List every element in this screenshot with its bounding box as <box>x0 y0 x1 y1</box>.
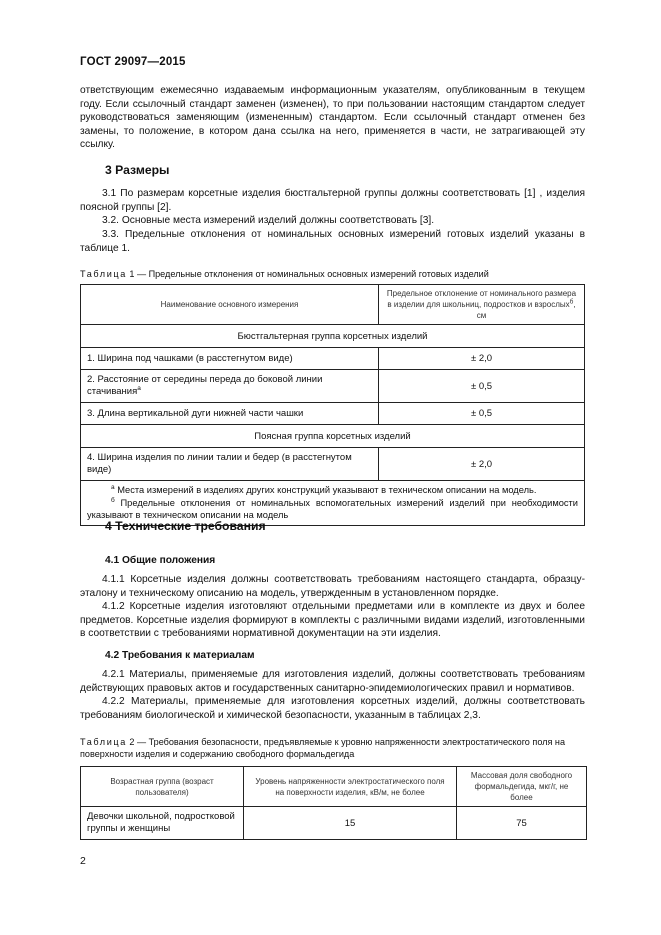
table-2-row1-group: Девочки школьной, подростковой группы и женщины <box>81 807 244 840</box>
table-row <box>81 807 587 840</box>
table-2-col3-header: Массовая доля свободного формальдегида, мкг/г, не более <box>457 767 587 807</box>
document-header: ГОСТ 29097—2015 <box>80 56 186 68</box>
table-1-row4-name: 4. Ширина изделия по линии талии и бедер (в расстегнутом виде) <box>81 448 379 481</box>
paragraph-4-1-1: 4.1.1 Корсетные изделия должны соответствовать требованиям настоящего стандарта, образцу-эталону и техническому описанию на модель, утвержденным в установленном порядке. <box>80 574 585 599</box>
table-1-row2-name: 2. Расстояние от середины переда до боковой линии стачивания$^а$ <box>81 370 379 403</box>
table-2-caption-text: 2 — Требования безопасности, предъявляемые к уровню напряженности электростатического поля на поверхности изделия и содержанию свободного формальдегида <box>80 737 566 759</box>
table-2-header-row <box>81 767 587 807</box>
paragraph-4-1-2: 4.1.2 Корсетные изделия изготовляют отдельными предметами или в комплекте из двух и более предметов. Корсетные изделия формируют в комплекты с различными видами изделий, изготовленными в соответствии с требованиями нормативной документации на эти изделия. <box>80 601 585 640</box>
table-1-row1-name: 1. Ширина под чашками (в расстегнутом виде) <box>81 348 379 370</box>
table-1-col2-header: Предельное отклонение от номинального размера в изделии для школьниц, подростков и взрослых$^б$, см <box>379 285 585 325</box>
table-row <box>81 403 585 425</box>
table-2-col1-header: Возрастная группа (возраст пользователя) <box>81 767 244 807</box>
table-1-row4-value: ± 2,0 <box>379 448 585 481</box>
table-1-group-row <box>81 325 585 348</box>
table-row <box>81 370 585 403</box>
table-1-group-row <box>81 425 585 448</box>
table-1 <box>80 284 585 526</box>
table-1-note-a: $^а$ Места измерений в изделиях других конструкций указывают в техническом описании на модель. <box>111 483 537 495</box>
table-1-row1-value: ± 2,0 <box>379 348 585 370</box>
paragraph-3-2: 3.2. Основные места измерений изделий должны соответствовать [3]. <box>102 215 435 226</box>
table-1-row2-value: ± 0,5 <box>379 370 585 403</box>
page-number: 2 <box>80 855 86 867</box>
table-row <box>81 448 585 481</box>
table-1-note-b: $^б$ Предельные отклонения от номинальных вспомогательных измерений изделий при необходимости указывают в техническом описании на модель <box>87 496 578 520</box>
table-2-row1-col2: 15 <box>244 807 457 840</box>
table-1-caption-label: Таблица <box>80 269 127 279</box>
table-2 <box>80 766 587 840</box>
paragraph-4-2-1: 4.2.1 Материалы, применяемые для изготовления изделий, должны соответствовать требованиям действующих правовых актов и государственных санитарно-эпидемиологических правил и нормативов. <box>80 669 585 694</box>
table-1-group-bra: Бюстгальтерная группа корсетных изделий <box>81 325 585 348</box>
table-1-caption-text: 1 — Предельные отклонения от номинальных основных измерений готовых изделий <box>126 269 489 279</box>
paragraph-4-2-2: 4.2.2 Материалы, применяемые для изготовления корсетных изделий, должны соответствовать требованиям биологической и химической безопасности, указанным в таблицах 2,3. <box>80 696 585 721</box>
subsection-4-2-title: 4.2 Требования к материалам <box>105 650 255 661</box>
intro-paragraph: ответствующим ежемесячно издаваемым информационным указателям, опубликованным в текущем году. Если ссылочный стандарт заменен (изменен), то при пользовании настоящим стандартом следует руководствоваться заменяющим (измененным) стандартом. Если ссылочный стандарт отменен без замены, то положение, в котором дана ссылка на него, применяется в части, не затрагивающей эту ссылку. <box>80 85 585 151</box>
section-3-title: 3 Размеры <box>105 163 170 177</box>
table-1-header-row <box>81 285 585 325</box>
table-1-caption <box>80 268 590 280</box>
section-4-title: 4 Технические требования <box>105 519 266 533</box>
table-1-row3-value: ± 0,5 <box>379 403 585 425</box>
table-1-group-belt: Поясная группа корсетных изделий <box>81 425 585 448</box>
table-1-row3-name: 3. Длина вертикальной дуги нижней части чашки <box>81 403 379 425</box>
table-2-caption-label: Таблица <box>80 737 127 747</box>
table-2-col2-header: Уровень напряженности электростатического поля на поверхности изделия, кВ/м, не более <box>244 767 457 807</box>
table-2-row1-col3: 75 <box>457 807 587 840</box>
table-2-caption <box>80 736 590 760</box>
table-1-col1-header: Наименование основного измерения <box>81 285 379 325</box>
table-row <box>81 348 585 370</box>
subsection-4-1-title: 4.1 Общие положения <box>105 555 216 566</box>
paragraph-3-1: 3.1 По размерам корсетные изделия бюстгальтерной группы должны соответствовать [1] , изделия поясной группы [2]. <box>80 188 585 213</box>
paragraph-3-3: 3.3. Предельные отклонения от номинальных основных измерений готовых изделий указаны в таблице 1. <box>80 229 585 254</box>
